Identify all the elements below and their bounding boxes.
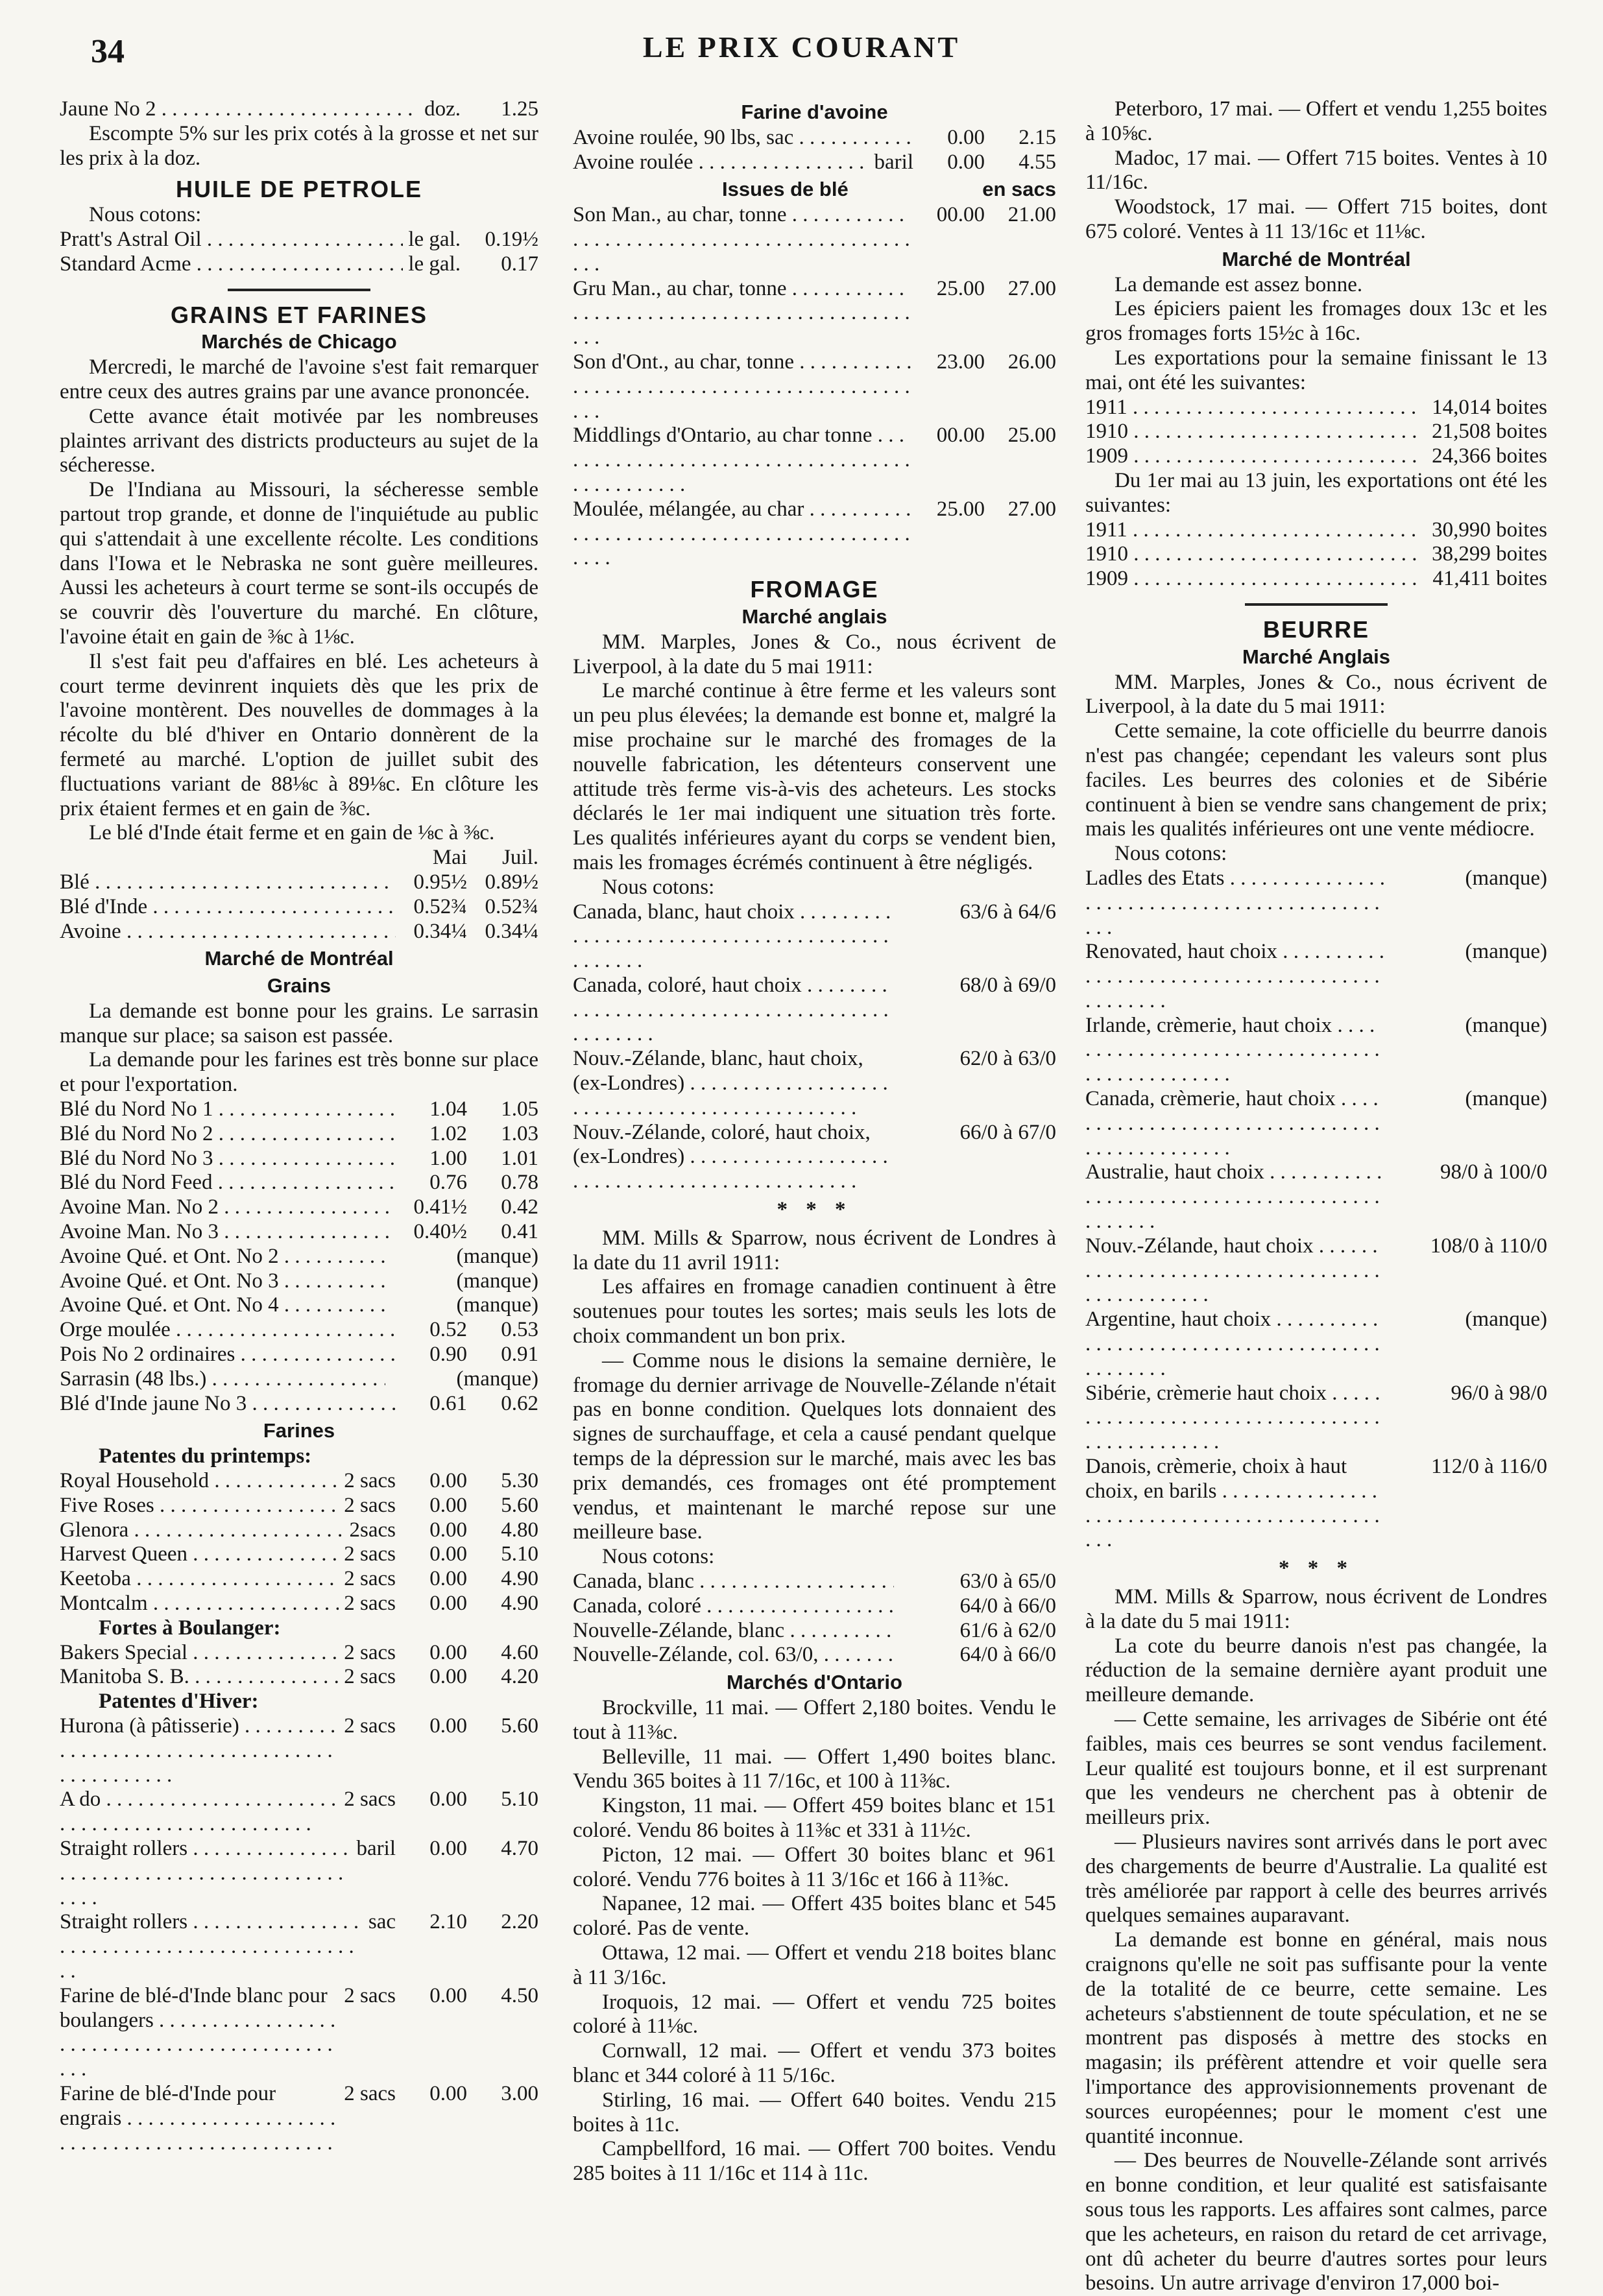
market-report-item: Stirling, 16 mai. — Offert 640 boites. Vendu 215 boites à 11c. [573, 2088, 1056, 2136]
escompte-text: Escompte 5% sur les prix cotés à la grosse et net sur les prix à la doz. [60, 121, 538, 170]
price-row: Nouvelle-Zélande, blanc . . . 61/6 à 62/0 [573, 1619, 1056, 1644]
price-row: Gru Man., au char, tonne . . . 25.00 27.00 [573, 277, 1056, 350]
subsection-title-anglais: Marché anglais [741, 604, 887, 628]
price-row: Middlings d'Ontario, au char tonne . . . 00.00 25.00 [573, 424, 1056, 497]
printemps-price-list [60, 1469, 538, 1616]
paragraph: Le blé d'Inde était ferme et en gain de ⅛c à ⅜c. [89, 821, 495, 845]
fortes-price-list [60, 1641, 538, 1690]
page-title: LE PRIX COURANT [642, 30, 961, 64]
price-row: Blé d'Inde jaune No 3 . . . 0.61 0.62 [60, 1392, 538, 1417]
market-report-item: Napanee, 12 mai. — Offert 435 boites blanc et 545 coloré. Pas de vente. [573, 1892, 1056, 1941]
price-row: Moulée, mélangée, au char . . . 25.00 27.00 [573, 497, 1056, 571]
fromage-mills-price-list [573, 1570, 1056, 1668]
paragraph: — Cette semaine, les arrivages de Sibérie ont été faibles, mais ces beurres se sont vendus facilement. Leur qualité est toujours bonne, et il est surprenant que les vendeurs ne cherchent pas à obtenir de meilleurs prix. [1085, 1708, 1547, 1830]
avoine-price-list [573, 126, 1056, 175]
paragraph: Madoc, 17 mai. — Offert 715 boites. Ventes à 10 11/16c. [1085, 146, 1547, 195]
price-row: Five Roses . . . 2 sacs 0.00 5.60 [60, 1494, 538, 1518]
price-row: Farine de blé-d'Inde blanc pour boulangers . . . 2 sacs 0.00 4.50 [60, 1984, 538, 2082]
price-row: Standard Acme . . . le gal. 0.17 [60, 252, 538, 277]
price-row: Glenora . . . 2sacs 0.00 4.80 [60, 1518, 538, 1543]
export-row: 1910 . . . 38,299 boites [1085, 542, 1547, 567]
price-row: Blé du Nord No 3 . . . 1.00 1.01 [60, 1147, 538, 1171]
issues-price-list [573, 203, 1056, 571]
paragraph: La demande pour les farines est très bonne sur place et pour l'exportation. [60, 1048, 538, 1097]
price-row: Irlande, crèmerie, haut choix . . . (manque) [1085, 1014, 1547, 1087]
paragraph: MM. Mills & Sparrow, nous écrivent de Londres à la date du 11 avril 1911: [573, 1226, 1056, 1274]
paragraph: Les exportations pour la semaine finissant le 13 mai, ont été les suivantes: [1085, 346, 1547, 394]
price-row: Blé d'Inde . . . 0.52¾ 0.52¾ [60, 895, 538, 920]
paragraph: Il s'est fait peu d'affaires en blé. Les acheteurs à court terme devinrent inquiets dès que les prix de l'avoine montèrent. Des nouvelles de dommages à la récolte du blé d'hiver en Ontario donnèrent de la fermeté au marché. L'option de juillet subit des fluctuations variant de 88⅛c à 89⅛c. En clôture les prix étaient fermes et en gain de ⅜c. [60, 649, 538, 820]
paragraph: Peterboro, 17 mai. — Offert et vendu 1,255 boites à 10⅝c. [1085, 97, 1547, 145]
price-row: Danois, crèmerie, choix à haut choix, en barils . . . 112/0 à 116/0 [1085, 1455, 1547, 1553]
fortes-boulanger-label: Fortes à Boulanger: [99, 1616, 281, 1640]
price-row: Blé . . . 0.95½ 0.89½ [60, 870, 538, 895]
paragraph: — Des beurres de Nouvelle-Zélande sont arrivés en bonne condition, et leur qualité est satisfaisante sous tous les rapports. Les affaires sont calmes, parce que les acheteurs, en raison du retard de cet arrivage, ont dû acheter du beurre d'autres sortes pour leurs besoins. Un autre arrivage d'environ 17,000 boi- [1085, 2149, 1547, 2295]
patentes-hiver-label: Patentes d'Hiver: [99, 1690, 259, 1714]
nous-cotons: Nous cotons: [89, 203, 202, 227]
price-row: Renovated, haut choix . . . (manque) [1085, 940, 1547, 1013]
price-row: Nouv.-Zélande, haut choix . . . 108/0 à 110/0 [1085, 1234, 1547, 1308]
paragraph: MM. Marples, Jones & Co., nous écrivent de Liverpool, à la date du 5 mai 1911: [1085, 670, 1547, 719]
paragraph: Cette avance était motivée par les nombreuses plaintes arrivant des districts producteurs au sujet de la sécheresse. [60, 404, 538, 477]
export-row: 1909 . . . 41,411 boites [1085, 567, 1547, 592]
price-row: Straight rollers . . . baril 0.00 4.70 [60, 1837, 538, 1910]
market-report-item: Brockville, 11 mai. — Offert 2,180 boites. Vendu le tout à 11⅜c. [573, 1696, 1056, 1744]
subsection-title-montreal: Marché de Montréal [204, 947, 394, 970]
subsection-title-montreal: Marché de Montréal [1222, 247, 1411, 270]
price-row: Canada, blanc, haut choix . . . 63/6 à 64/6 [573, 900, 1056, 974]
page-number: 34 [91, 33, 125, 70]
subsection-title-farine-avoine: Farine d'avoine [741, 101, 888, 123]
market-report-item: Iroquois, 12 mai. — Offert et vendu 725 boites coloré à 11⅛c. [573, 1990, 1056, 2039]
price-row: Nouvelle-Zélande, col. 63/0, . . . 64/0 à 66/0 [573, 1643, 1056, 1668]
price-row: Sarrasin (48 lbs.) . . . (manque) [60, 1367, 538, 1392]
subsection-title-issues: Issues de blé en sacs [722, 178, 1056, 201]
market-report-item: Campbellford, 16 mai. — Offert 700 boites. Vendu 285 boites à 11 1/16c et 114 à 11c. [573, 2137, 1056, 2186]
hiver-price-list [60, 1714, 538, 2155]
price-row: Farine de blé-d'Inde pour engrais . . . 2 sacs 0.00 3.00 [60, 2082, 538, 2155]
export-row: 1911 . . . 14,014 boites [1085, 396, 1547, 420]
divider [1245, 603, 1388, 606]
price-row: Royal Household . . . 2 sacs 0.00 5.30 [60, 1469, 538, 1494]
market-report-item: Cornwall, 12 mai. — Offert et vendu 373 boites blanc et 344 coloré à 11 5/16c. [573, 2039, 1056, 2087]
market-report-item: Kingston, 11 mai. — Offert 459 boites blanc et 151 coloré. Vendu 86 boites à 11⅜c et 331 à 11½c. [573, 1794, 1056, 1842]
subsection-title-farines: Farines [263, 1419, 335, 1442]
paragraph: La cote du beurre danois n'est pas changée, la réduction de la semaine dernière ayant produit une meilleure demande. [1085, 1634, 1547, 1707]
grain-price-list [60, 1097, 538, 1416]
market-report-item: Picton, 12 mai. — Offert 30 boites blanc et 961 coloré. Vendu 776 boites à 11 3/16c et 166 à 11⅜c. [573, 1843, 1056, 1891]
column-headers: Mai Juil. [432, 846, 538, 870]
section-title-grains: GRAINS ET FARINES [170, 301, 428, 328]
price-row: Canada, crèmerie, haut choix . . . (manque) [1085, 1087, 1547, 1160]
price-row: Blé du Nord No 2 . . . 1.02 1.03 [60, 1122, 538, 1147]
price-row: Jaune No 2 . . . doz. 1.25 [60, 97, 538, 122]
paragraph: — Plusieurs navires sont arrivés dans le port avec des chargements de beurre d'Australie. La qualité est très améliorée par rapport à celle des beurres arrivés quelques semaines auparavant. [1085, 1830, 1547, 1928]
paragraph: Cette semaine, la cote officielle du beurrre danois n'est pas changée; cependant les valeurs sont plus faciles. Les beurres des colonies et de Sibérie continuent à bien se vendre sans changement de prix; mais les qualités inférieures ont une vente médiocre. [1085, 719, 1547, 841]
chicago-price-list [60, 870, 538, 944]
price-row: Montcalm . . . 2 sacs 0.00 4.90 [60, 1592, 538, 1616]
separator-stars: * * * [777, 1198, 852, 1222]
paragraph: MM. Mills & Sparrow, nous écrivent de Londres à la date du 5 mai 1911: [1085, 1585, 1547, 1633]
paragraph: Les épiciers paient les fromages doux 13c et les gros fromages forts 15½c à 16c. [1085, 297, 1547, 346]
price-row: Ladles des Etats . . . (manque) [1085, 867, 1547, 940]
export-row: 1910 . . . 21,508 boites [1085, 420, 1547, 444]
price-row: Avoine . . . 0.34¼ 0.34¼ [60, 920, 538, 944]
subsection-title-chicago: Marchés de Chicago [201, 330, 397, 353]
price-row: Blé du Nord Feed . . . 0.76 0.78 [60, 1171, 538, 1195]
price-row: Keetoba . . . 2 sacs 0.00 4.90 [60, 1567, 538, 1592]
section-title-huile: HUILE DE PETROLE [175, 176, 423, 203]
price-row: Avoine Qué. et Ont. No 3 . . . (manque) [60, 1269, 538, 1294]
paragraph: Du 1er mai au 13 juin, les exportations ont été les suivantes: [1085, 468, 1547, 517]
beurre-price-list [1085, 867, 1547, 1553]
price-row: Argentine, haut choix . . . (manque) [1085, 1308, 1547, 1381]
nous-cotons: Nous cotons: [1115, 842, 1227, 866]
huile-price-list [60, 228, 538, 277]
exportations-periode-list [1085, 518, 1547, 592]
subsection-title-grains: Grains [267, 974, 331, 998]
price-row: Nouv.-Zélande, coloré, haut choix, (ex-Londres) . . . 66/0 à 67/0 [573, 1121, 1056, 1194]
price-row: Avoine Man. No 2 . . . 0.41½ 0.42 [60, 1195, 538, 1220]
ontario-markets-list [573, 1696, 1056, 2186]
price-row: Canada, blanc . . . 63/0 à 65/0 [573, 1570, 1056, 1594]
price-row: Bakers Special . . . 2 sacs 0.00 4.60 [60, 1641, 538, 1666]
patentes-printemps-label: Patentes du printemps: [99, 1444, 312, 1468]
column-3 [1085, 97, 1547, 2296]
section-title-beurre: BEURRE [1262, 616, 1369, 643]
paragraph: De l'Indiana au Missouri, la sécheresse semble partout trop grande, et donne de l'inquiétude au public qui s'attendait à une excellente récolte. Les conditions dans l'Iowa et le Nebraska ne sont guère meilleures. Aussi les acheteurs à court terme se sont-ils occupés de se couvrir dès l'ouverture du marché. En clôture, l'avoine était en gain de ⅜c à 1⅛c. [60, 478, 538, 649]
paragraph: Mercredi, le marché de l'avoine s'est fait remarquer entre ceux des autres grains par une avance prononcée. [60, 355, 538, 403]
price-row: Avoine Qué. et Ont. No 4 . . . (manque) [60, 1293, 538, 1318]
market-report-item: Ottawa, 12 mai. — Offert et vendu 218 boites blanc à 11 3/16c. [573, 1941, 1056, 1989]
nous-cotons: Nous cotons: [602, 875, 715, 899]
exportations-semaine-list [1085, 396, 1547, 469]
price-row: Manitoba S. B. . . . 2 sacs 0.00 4.20 [60, 1665, 538, 1690]
divider [228, 289, 370, 291]
fromage-anglais-price-list [573, 900, 1056, 1195]
nous-cotons: Nous cotons: [602, 1545, 715, 1569]
paragraph: La demande est bonne en général, mais nous craignons qu'elle ne soit pas suffisante pour la vente de la totalité de ce beurre, cette semaine. Les acheteurs s'abstiennent de toute spéculation, et ne se montrent pas disposés à mettre des stocks en magasin; ils préfèrent attendre et voir quelle sera l'importance des approvisionnements provenant de sources européennes; pour le moment c'est une quantité inconnue. [1085, 1928, 1547, 2148]
price-row: Sibérie, crèmerie haut choix . . . 96/0 à 98/0 [1085, 1381, 1547, 1455]
column-2 [573, 97, 1056, 2186]
paragraph: — Comme nous le disions la semaine dernière, le fromage du dernier arrivage de Nouvelle-Zélande n'était pas en bonne condition. Quelques lots donnaient des signes de surchauffage, et cela a causé pendant quelque temps de la dépression sur le marché, mais avec les bas prix demandés, ces fromages ont été promptement vendus, et maintenant le marché repose sur une meilleure base. [573, 1348, 1056, 1544]
price-row: Avoine Man. No 3 . . . 0.40½ 0.41 [60, 1220, 538, 1245]
column-1 [60, 97, 538, 2155]
separator-stars: * * * [1279, 1557, 1354, 1581]
price-row: Canada, coloré, haut choix . . . 68/0 à 69/0 [573, 974, 1056, 1047]
paragraph: Woodstock, 17 mai. — Offert 715 boites, dont 675 coloré. Ventes à 11 13/16c et 11⅛c. [1085, 195, 1547, 243]
price-row: Australie, haut choix . . . 98/0 à 100/0 [1085, 1160, 1547, 1234]
price-row: Avoine Qué. et Ont. No 2 . . . (manque) [60, 1245, 538, 1269]
export-row: 1909 . . . 24,366 boites [1085, 444, 1547, 469]
paragraph: La demande est bonne pour les grains. Le sarrasin manque sur place; sa saison est passée. [60, 999, 538, 1047]
price-row: Nouv.-Zélande, blanc, haut choix, (ex-Londres) . . . 62/0 à 63/0 [573, 1047, 1056, 1120]
price-row: Hurona (à pâtisserie) . . . 2 sacs 0.00 5.60 [60, 1714, 538, 1788]
paragraph: MM. Marples, Jones & Co., nous écrivent de Liverpool, à la date du 5 mai 1911: [573, 630, 1056, 678]
price-row: Son d'Ont., au char, tonne . . . 23.00 26.00 [573, 350, 1056, 424]
market-report-item: Belleville, 11 mai. — Offert 1,490 boites blanc. Vendu 365 boites à 11 7/16c, et 100 à 11⅜c. [573, 1745, 1056, 1793]
price-row: Pratt's Astral Oil . . . le gal. 0.19½ [60, 228, 538, 252]
price-row: Pois No 2 ordinaires . . . 0.90 0.91 [60, 1343, 538, 1367]
paragraph: Le marché continue à être ferme et les valeurs sont un peu plus élevées; la demande est bonne et, malgré la mise prochaine sur le marché des fromages de la nouvelle fabrication, les détenteurs conservent une attitude très ferme vis-à-vis des acheteurs. Les stocks déclarés le 1er mai indiquent une situation très forte. Les qualités inférieures ayant du corps se vendent bien, mais les fromages écrémés continuent à être négligés. [573, 679, 1056, 874]
price-row: Straight rollers . . . sac 2.10 2.20 [60, 1910, 538, 1983]
price-row: Son Man., au char, tonne . . . 00.00 21.00 [573, 203, 1056, 276]
price-row: Avoine roulée, 90 lbs, sac . . . 0.00 2.15 [573, 126, 1056, 150]
subsection-title-ontario: Marchés d'Ontario [727, 1671, 902, 1694]
price-row: Blé du Nord No 1 . . . 1.04 1.05 [60, 1097, 538, 1122]
price-row: A do . . . 2 sacs 0.00 5.10 [60, 1788, 538, 1837]
price-row: Canada, coloré . . . 64/0 à 66/0 [573, 1594, 1056, 1619]
section-title-fromage: FROMAGE [750, 576, 879, 603]
price-row: Orge moulée . . . 0.52 0.53 [60, 1318, 538, 1343]
price-row: Avoine roulée . . . baril 0.00 4.55 [573, 150, 1056, 175]
paragraph: Les affaires en fromage canadien continuent à être soutenues pour toutes les sortes; mais seuls les lots de choix commandent un bon prix. [573, 1275, 1056, 1348]
price-row: Harvest Queen . . . 2 sacs 0.00 5.10 [60, 1542, 538, 1567]
paragraph: La demande est assez bonne. [1115, 272, 1363, 296]
export-row: 1911 . . . 30,990 boites [1085, 518, 1547, 543]
subsection-title-anglais: Marché Anglais [1242, 645, 1390, 668]
